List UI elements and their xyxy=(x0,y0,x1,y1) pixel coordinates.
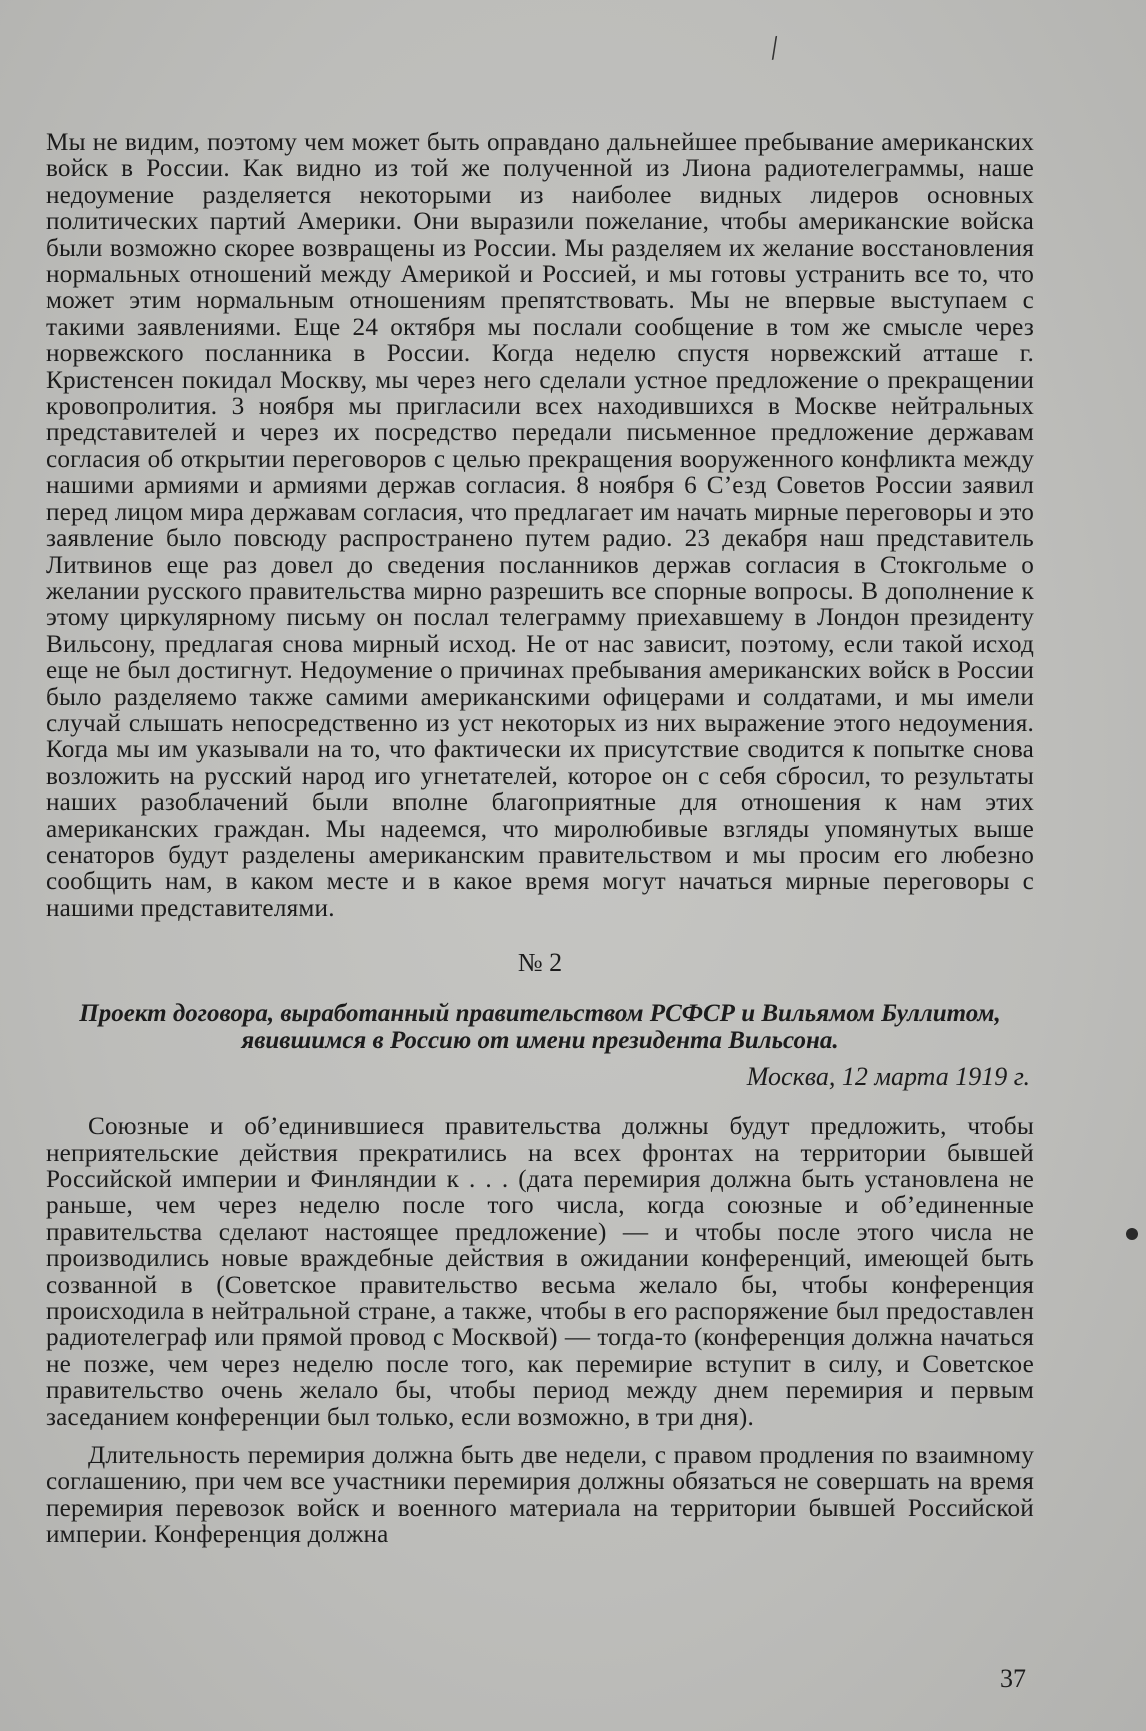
paragraph-1: Мы не видим, поэтому чем может быть оправдано дальнейшее пребывание американских войск в России. Как видно из той же полученной из Лиона радиотелеграммы, наше недоумение разделяется некоторыми из наиболее видных лидеров основных политических партий Америки. Они выразили пожелание, чтобы американские войска были возможно скорее возвращены из России. Мы разделяем их желание восстановления нормальных отношений между Америкой и Россией, и мы готовы устранить все то, что может этим нормальным отношениям препятствовать. Мы не впервые выступаем с такими заявлениями. Еще 24 октября мы послали сообщение в том же смысле через норвежского посланника в России. Когда неделю спустя норвежский атташе г. Кристенсен покидал Москву, мы через него сделали устное предложение о прекращении кровопролития. 3 ноября мы пригласили всех находившихся в Москве нейтральных представителей и через их посредство передали письменное предложение державам согласия об открытии переговоров с целью прекращения вооруженного конфликта между нашими армиями и армиями держав согласия. 8 ноября 6 С’езд Советов России заявил перед лицом мира державам согласия, что предлагает им начать мирные переговоры и это заявление было повсюду распространено путем радио. 23 декабря наш представитель Литвинов еще раз довел до сведения посланников держав согласия в Стокгольме о желании русского правительства мирно разрешить все спорные вопросы. В дополнение к этому циркулярному письму он послал телеграмму приехавшему в Лондон президенту Вильсону, предлагая снова мирный исход. Не от нас зависит, поэтому, если такой исход еще не был достигнут. Недоумение о причинах пребывания американских войск в России было разделяемо также самими американскими офицерами и солдатами, и мы имели случай слышать непосредственно из уст некоторых из них выражение этого недоумения. Когда мы им указывали на то, что фактически их присутствие сводится к попытке снова возложить на русский народ иго угнетателей, которое он с себя сбросил, то результаты наших разоблачений были вполне благоприятные для отношения к нам этих американских граждан. Мы надеемся, что миролюбивые взгляды упомянутых выше сенаторов будут разделены американским правительством и мы просим его любезно сообщить нам, в каком месте и в какое время могут начаться мирные переговоры с нашими представителями. xyxy=(46,129,1034,922)
page-number: 37 xyxy=(1000,1664,1026,1693)
ink-dot xyxy=(1126,1228,1138,1240)
document-place-date: Москва, 12 марта 1919 г. xyxy=(746,1062,1030,1092)
document-title: Проект договора, выработанный правительством РСФСР и Вильямом Буллитом, явившимся в Россию от имени президента Вильсона. xyxy=(79,1000,1001,1055)
document-number: № 2 xyxy=(517,948,563,978)
paragraph-3: Длительность перемирия должна быть две недели, с правом продления по взаимному соглашению, при чем все участники перемирия должны обязаться не совершать на время перемирия перевозок войск и военного материала на территории бывшей Российской империи. Конференция должна xyxy=(46,1442,1034,1549)
paragraph-2: Союзные и об’единившиеся правительства должны будут предложить, чтобы неприятельские действия прекратились на всех фронтах на территории бывшей Российской империи и Финляндии к . . . (дата перемирия должна быть установлена не раньше, чем через неделю после того числа, когда союзные и об’единенные правительства сделают настоящее предложение) — и чтобы после этого числа не производились новые враждебные действия в ожидании конференций, имеющей быть созванной в (Советское правительство весьма желало бы, чтобы конференция происходила в нейтральной стране, а также, чтобы в его распоряжение был предоставлен радиотелеграф или прямой провод с Москвой) — тогда-то (конференция должна начаться не позже, чем через неделю после того, как перемирие вступит в силу, и Советское правительство очень желало бы, чтобы период между днем перемирия и первым заседанием конференции был только, если возможно, в три дня). xyxy=(46,1113,1034,1431)
page-content xyxy=(46,130,1034,1549)
pencil-mark: / xyxy=(766,29,783,68)
